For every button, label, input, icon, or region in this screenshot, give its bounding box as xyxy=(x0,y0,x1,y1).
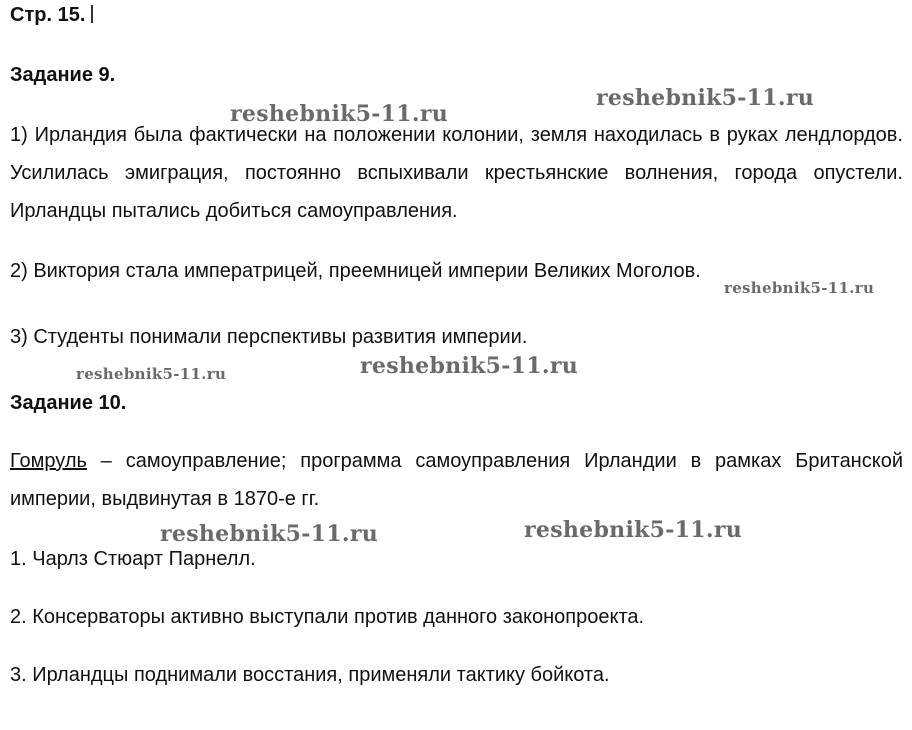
watermark: reshebnik5-11.ru xyxy=(76,365,227,383)
definition-text: – самоуправление; программа самоуправления Ирландии в рамках Британской империи, выдвинутая в 1870-е гг. xyxy=(10,450,903,510)
task-10-heading: Задание 10. xyxy=(10,392,127,414)
task-9-answer-1: 1) Ирландия была фактически на положении колонии, земля находилась в руках лендлордов. Усилилась эмиграция, постоянно вспыхивали крестьянские волнения, города опустели. Ирландцы пытались добиться самоуправления. xyxy=(10,124,903,222)
watermark: reshebnik5-11.ru xyxy=(360,353,579,379)
page-reference-text: Стр. 15. xyxy=(10,4,86,26)
watermark: reshebnik5-11.ru xyxy=(524,517,743,543)
task-9-answer-2: 2) Виктория стала императрицей, преемницей империи Великих Моголов. xyxy=(10,260,701,282)
page-reference xyxy=(10,4,93,27)
task-10-answer-3: 3. Ирландцы поднимали восстания, применяли тактику бойкота. xyxy=(10,664,610,686)
watermark: reshebnik5-11.ru xyxy=(160,521,379,547)
definition-term: Гомруль xyxy=(10,450,87,472)
task-9-answer-3: 3) Студенты понимали перспективы развития империи. xyxy=(10,326,528,348)
task-9-heading: Задание 9. xyxy=(10,64,116,86)
task-10-answer-1: 1. Чарлз Стюарт Парнелл. xyxy=(10,548,256,570)
watermark: reshebnik5-11.ru xyxy=(724,279,875,297)
watermark: reshebnik5-11.ru xyxy=(230,101,449,127)
text-cursor-icon xyxy=(91,5,93,23)
task-10-answer-2: 2. Консерваторы активно выступали против данного законопроекта. xyxy=(10,606,645,628)
task-10-definition xyxy=(10,442,903,518)
watermark: reshebnik5-11.ru xyxy=(596,85,815,111)
